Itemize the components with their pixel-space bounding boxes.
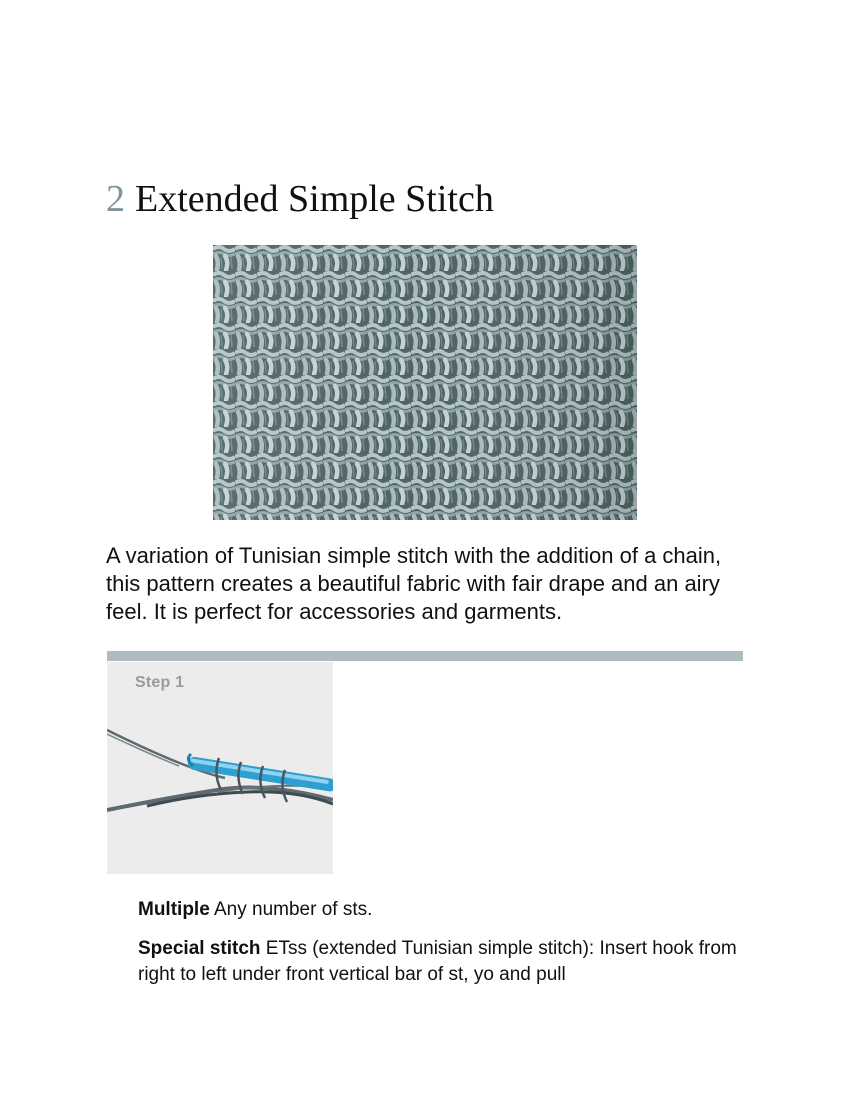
intro-paragraph: A variation of Tunisian simple stitch with the addition of a chain, this pattern creates a beautiful fabric with fair drape and an airy feel. It is perfect for accessories and garments.	[106, 543, 722, 624]
special-stitch-paragraph	[138, 936, 738, 988]
multiple-label: Multiple	[138, 899, 210, 920]
section-number: 2	[106, 178, 125, 220]
step-1-photo	[107, 662, 333, 874]
special-stitch-label: Special stitch	[138, 938, 261, 959]
special-stitch-text: ETss (extended Tunisian simple stitch): Insert hook from right to left under front vertical bar of st, yo and pull	[138, 938, 737, 985]
stitch-swatch-photo	[213, 245, 637, 520]
section-heading	[106, 176, 494, 222]
section-title: Extended Simple Stitch	[135, 178, 494, 220]
multiple-paragraph	[138, 897, 738, 923]
multiple-text: Any number of sts.	[209, 899, 373, 920]
section-divider	[107, 651, 743, 661]
step-1-label: Step 1	[135, 674, 185, 691]
